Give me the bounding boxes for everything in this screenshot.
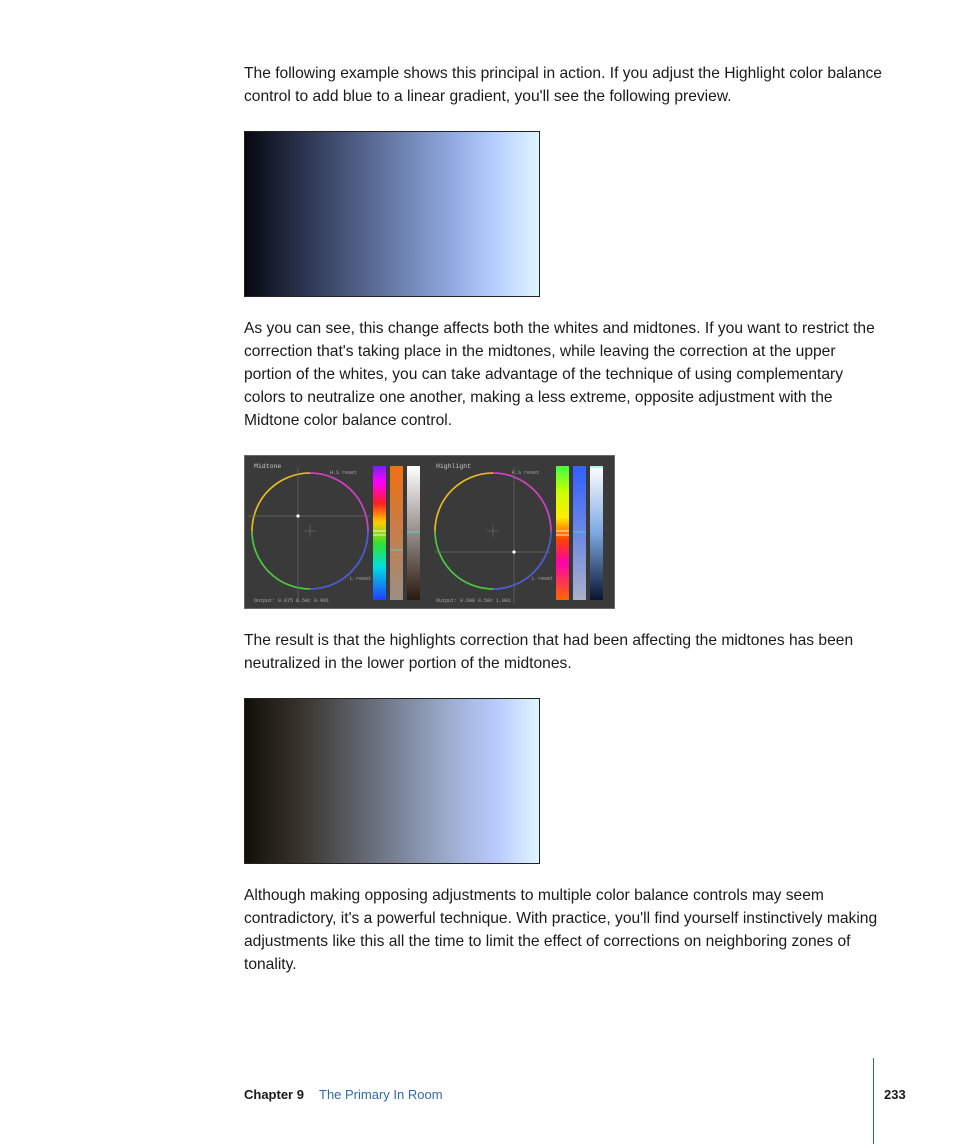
- gradient-preview-blue-highlights: [244, 131, 540, 297]
- highlight-balance-handle[interactable]: [512, 550, 515, 553]
- paragraph-intro: The following example shows this principal in action. If you adjust the Highlight color balance control to add blue to a linear gradient, you'll see the following preview.: [244, 65, 882, 105]
- midtone-hs-reset[interactable]: H.S reset: [330, 470, 358, 476]
- footer-chapter: Chapter 9: [244, 1087, 304, 1102]
- highlight-label: Highlight: [436, 463, 472, 470]
- highlight-hue-slider[interactable]: [556, 466, 569, 600]
- color-balance-controls-screenshot: [244, 455, 615, 609]
- midtone-output: Output: 0.875 0.50c 0.901: [254, 598, 330, 604]
- midtone-l-reset[interactable]: L reset: [350, 576, 372, 582]
- page-number: 233: [884, 1087, 906, 1102]
- paragraph-midtone-explanation: As you can see, this change affects both the whites and midtones. If you want to restrict the correction that's taking place in the midtones, while leaving the correction at the upper portion of the whites, you can take advantage of the technique of using complementary colors to neutralize one another, making a less extreme, opposite adjustment with the Midtone color balance control.: [244, 320, 875, 429]
- paragraph-result: The result is that the highlights correction that had been affecting the midtones has been neutralized in the lower portion of the midtones.: [244, 632, 854, 672]
- highlight-saturation-slider[interactable]: [573, 466, 586, 600]
- midtone-saturation-slider[interactable]: [390, 466, 403, 600]
- highlight-l-reset[interactable]: L reset: [532, 576, 554, 582]
- midtone-label: Midtone: [254, 463, 282, 470]
- gradient-preview-neutralized: [244, 698, 540, 864]
- midtone-hue-slider[interactable]: [373, 466, 386, 600]
- highlight-luma-slider[interactable]: [590, 466, 603, 600]
- midtone-luma-slider[interactable]: [407, 466, 420, 600]
- footer-divider: [873, 1058, 874, 1144]
- highlight-hs-reset[interactable]: H.S reset: [512, 470, 540, 476]
- footer-chapter-name[interactable]: The Primary In Room: [319, 1087, 443, 1102]
- midtone-balance-handle[interactable]: [296, 514, 299, 517]
- highlight-output: Output: 0.600 0.50c 1.001: [436, 598, 512, 604]
- paragraph-conclusion: Although making opposing adjustments to multiple color balance controls may seem contradictory, it's a powerful technique. With practice, you'll find yourself instinctively making adjustments like this all the time to limit the effect of corrections on neighboring zones of tonality.: [244, 887, 878, 973]
